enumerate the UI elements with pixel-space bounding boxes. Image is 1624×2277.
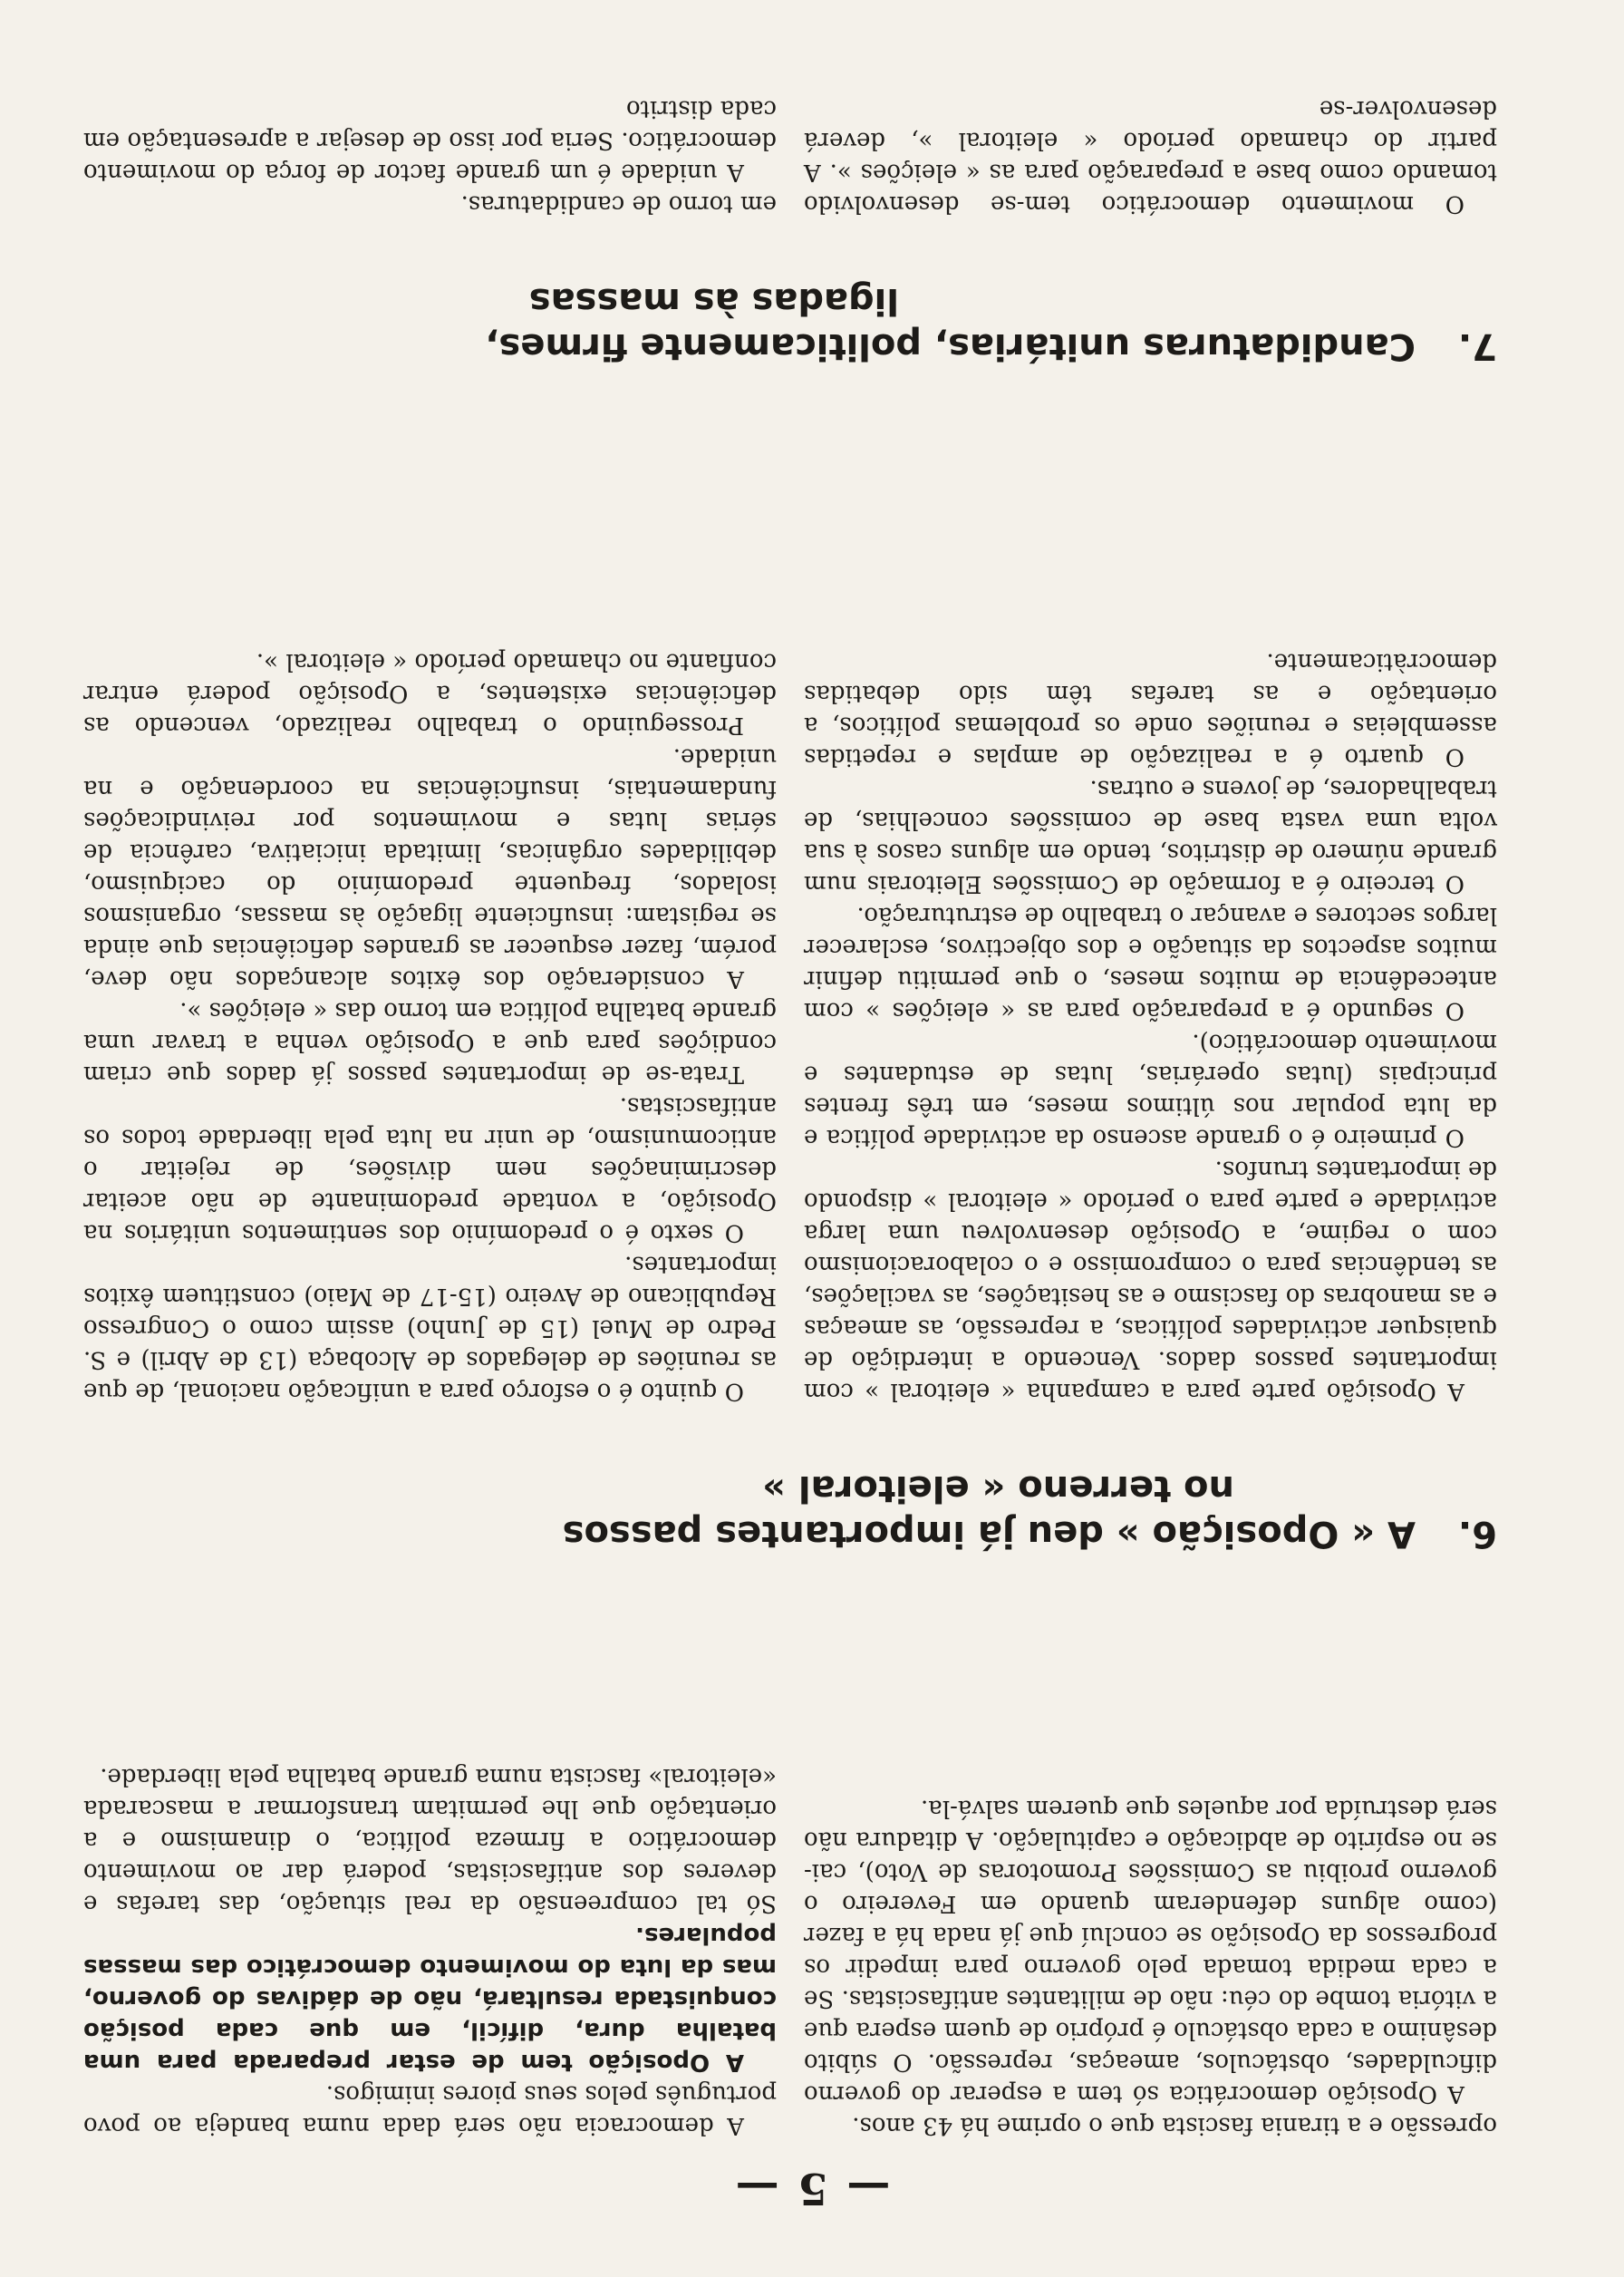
paragraph: Só tal compreensão da real situação, das tarefas e deveres dos antifascistas, poderá dar ao movimento democrático a firmeza política, o dinamismo e a orientação que lhe permitam transformar a mascarada «eleitoral» fascista numa grande batalha pela liberdade. (83, 1763, 777, 1917)
paragraph: O quarto é a realização de amplas e repetidas assembleias e reuniões onde os problemas políticos, a orientação e as tarefas têm sido debatidas democràticamente. (804, 648, 1497, 770)
paragraph: O segundo é a preparação para as « eleições » com antecedência de muitos meses, o que permitiu definir muitos aspectos da situação e dos objectivos, esclarecer largos sectores e avançar o trabalho de estruturação. (804, 902, 1497, 1024)
section-6-heading (83, 1466, 1497, 1556)
section-6-right-column (83, 645, 777, 1407)
paragraph: A democracia não será dada numa bandeja ao povo português pelos seus piores inimigos. (83, 2080, 777, 2139)
paragraph: O quinto é o esforço para a unificação nacional, de que as reuniões de delegados de Alcobaça (13 de Abril) e S. Pedro de Muel (15 de Junho) assim como o Congresso Republicano de Aveiro (15-17 de Maio) constituem êxitos importantes. (83, 1251, 777, 1405)
paragraph: A Oposição parte para a campanha « eleitoral » com importantes passos dados. Vencendo a interdição de quaisquer actividades políticas, a repressão, as ameaças e as manobras do fascismo e as hesitações, as vacilações, as tendências para o compromisso e o colaboracionismo com o regime, a Oposição desenvolveu uma larga actividade e parte para o período « eleitoral » dispondo de importantes trunfos. (804, 1156, 1497, 1405)
section-heading (83, 278, 1497, 369)
section-subtitle: no terreno « eleitoral » (762, 1468, 1234, 1509)
paragraph-emphasis: A Oposição tem de estar preparada para uma batalha dura, difícil, em que cada posição conquistada resultará, não de dádivas do governo, mas da luta do movimento democrático das massas populares. (83, 1922, 777, 2076)
section-7-right-column (83, 92, 777, 219)
section-7-heading (83, 278, 1497, 369)
paragraph: O sexto é o predomínio dos sentimentos unitários na Oposição, a vontade predominante de não aceitar descriminações nem divisões, de rejeitar o anticomunismo, de unir na luta pela liberdade todos os antifascistas. (83, 1092, 777, 1246)
section-subtitle: ligadas às massas (528, 280, 899, 322)
page-number: — 5 — (733, 2163, 891, 2214)
top-left-column (804, 1792, 1497, 2141)
section-number: 6. (1457, 1513, 1497, 1555)
paragraph: A Oposição democrática só tem a esperar do governo dificuldades, obstáculos, ameaças, repressão. O súbito desânimo a cada obstáculo é próprio de quem espera que a vitória tombe do céu: não de militantes antifascistas. Se a cada medida tomada pelo governo para impedir os progressos da Oposição se concluí que já nada há a fazer (como alguns defenderam quando em Fevereiro o governo proibiu as Comissões Promotoras de Voto), cai-se no espírito de abdicação e capitulação. A ditadura não será destruída por aqueles que querem salvá-la. (804, 1795, 1497, 2107)
section-7-left-column (804, 92, 1497, 219)
section-title: Candidaturas unitárias, politicamente firmes, (485, 325, 1416, 367)
paragraph: O terceiro é a formação de Comissões Eleitorais num grande número de distritos, tendo em alguns casos à sua volta uma vasta base de comissões concelhias, de trabalhadores, de jovens e outras. (804, 775, 1497, 897)
section-6-left-column (804, 645, 1497, 1407)
section-number: 7. (1457, 325, 1497, 367)
section-title: A « Oposição » deu já importantes passos (562, 1513, 1416, 1555)
paragraph: Prosseguindo o trabalho realizado, vencendo as deficiências existentes, a Oposição poderá entrar confiante no chamado período « eleitoral ». (83, 648, 777, 739)
paragraph: A unidade é um grande factor de força do movimento democrático. Seria por isso de desejar a apresentação em cada distrito (83, 95, 777, 186)
section-heading (83, 1466, 1497, 1556)
paragraph: O primeiro é o grande ascenso da actividade política e da luta popular nos últimos meses, em três frentes principais (lutas operárias, lutas de estudantes e movimento democrático). (804, 1029, 1497, 1151)
paragraph: em torno de candidaturas. (460, 190, 777, 218)
paragraph: O movimento democrático tem-se desenvolvido tomando como base a preparação para as « eleições ». A partir do chamado período « eleitoral », deverá desenvolver-se (804, 95, 1497, 218)
paragraph: Trata-se de importantes passos já dados que criam condições para que a Oposição venha a travar uma grande batalha política em torno das « eleições ». (83, 997, 777, 1088)
top-right-column (83, 1760, 777, 2141)
paragraph: A consideração dos êxitos alcançados não deve, porém, fazer esquecer as grandes deficiências que ainda se registam: insuficiente ligação às massas, organismos isolados, frequente predomínio do caciquismo, debilidades orgânicas, limitada iniciativa, carência de sérias lutas e movimentos por reivindicações fundamentais, insuficiências na coordenação e na unidade. (83, 743, 777, 993)
paragraph: opressão e a tirania fascista que o oprime há 43 anos. (852, 2112, 1497, 2139)
